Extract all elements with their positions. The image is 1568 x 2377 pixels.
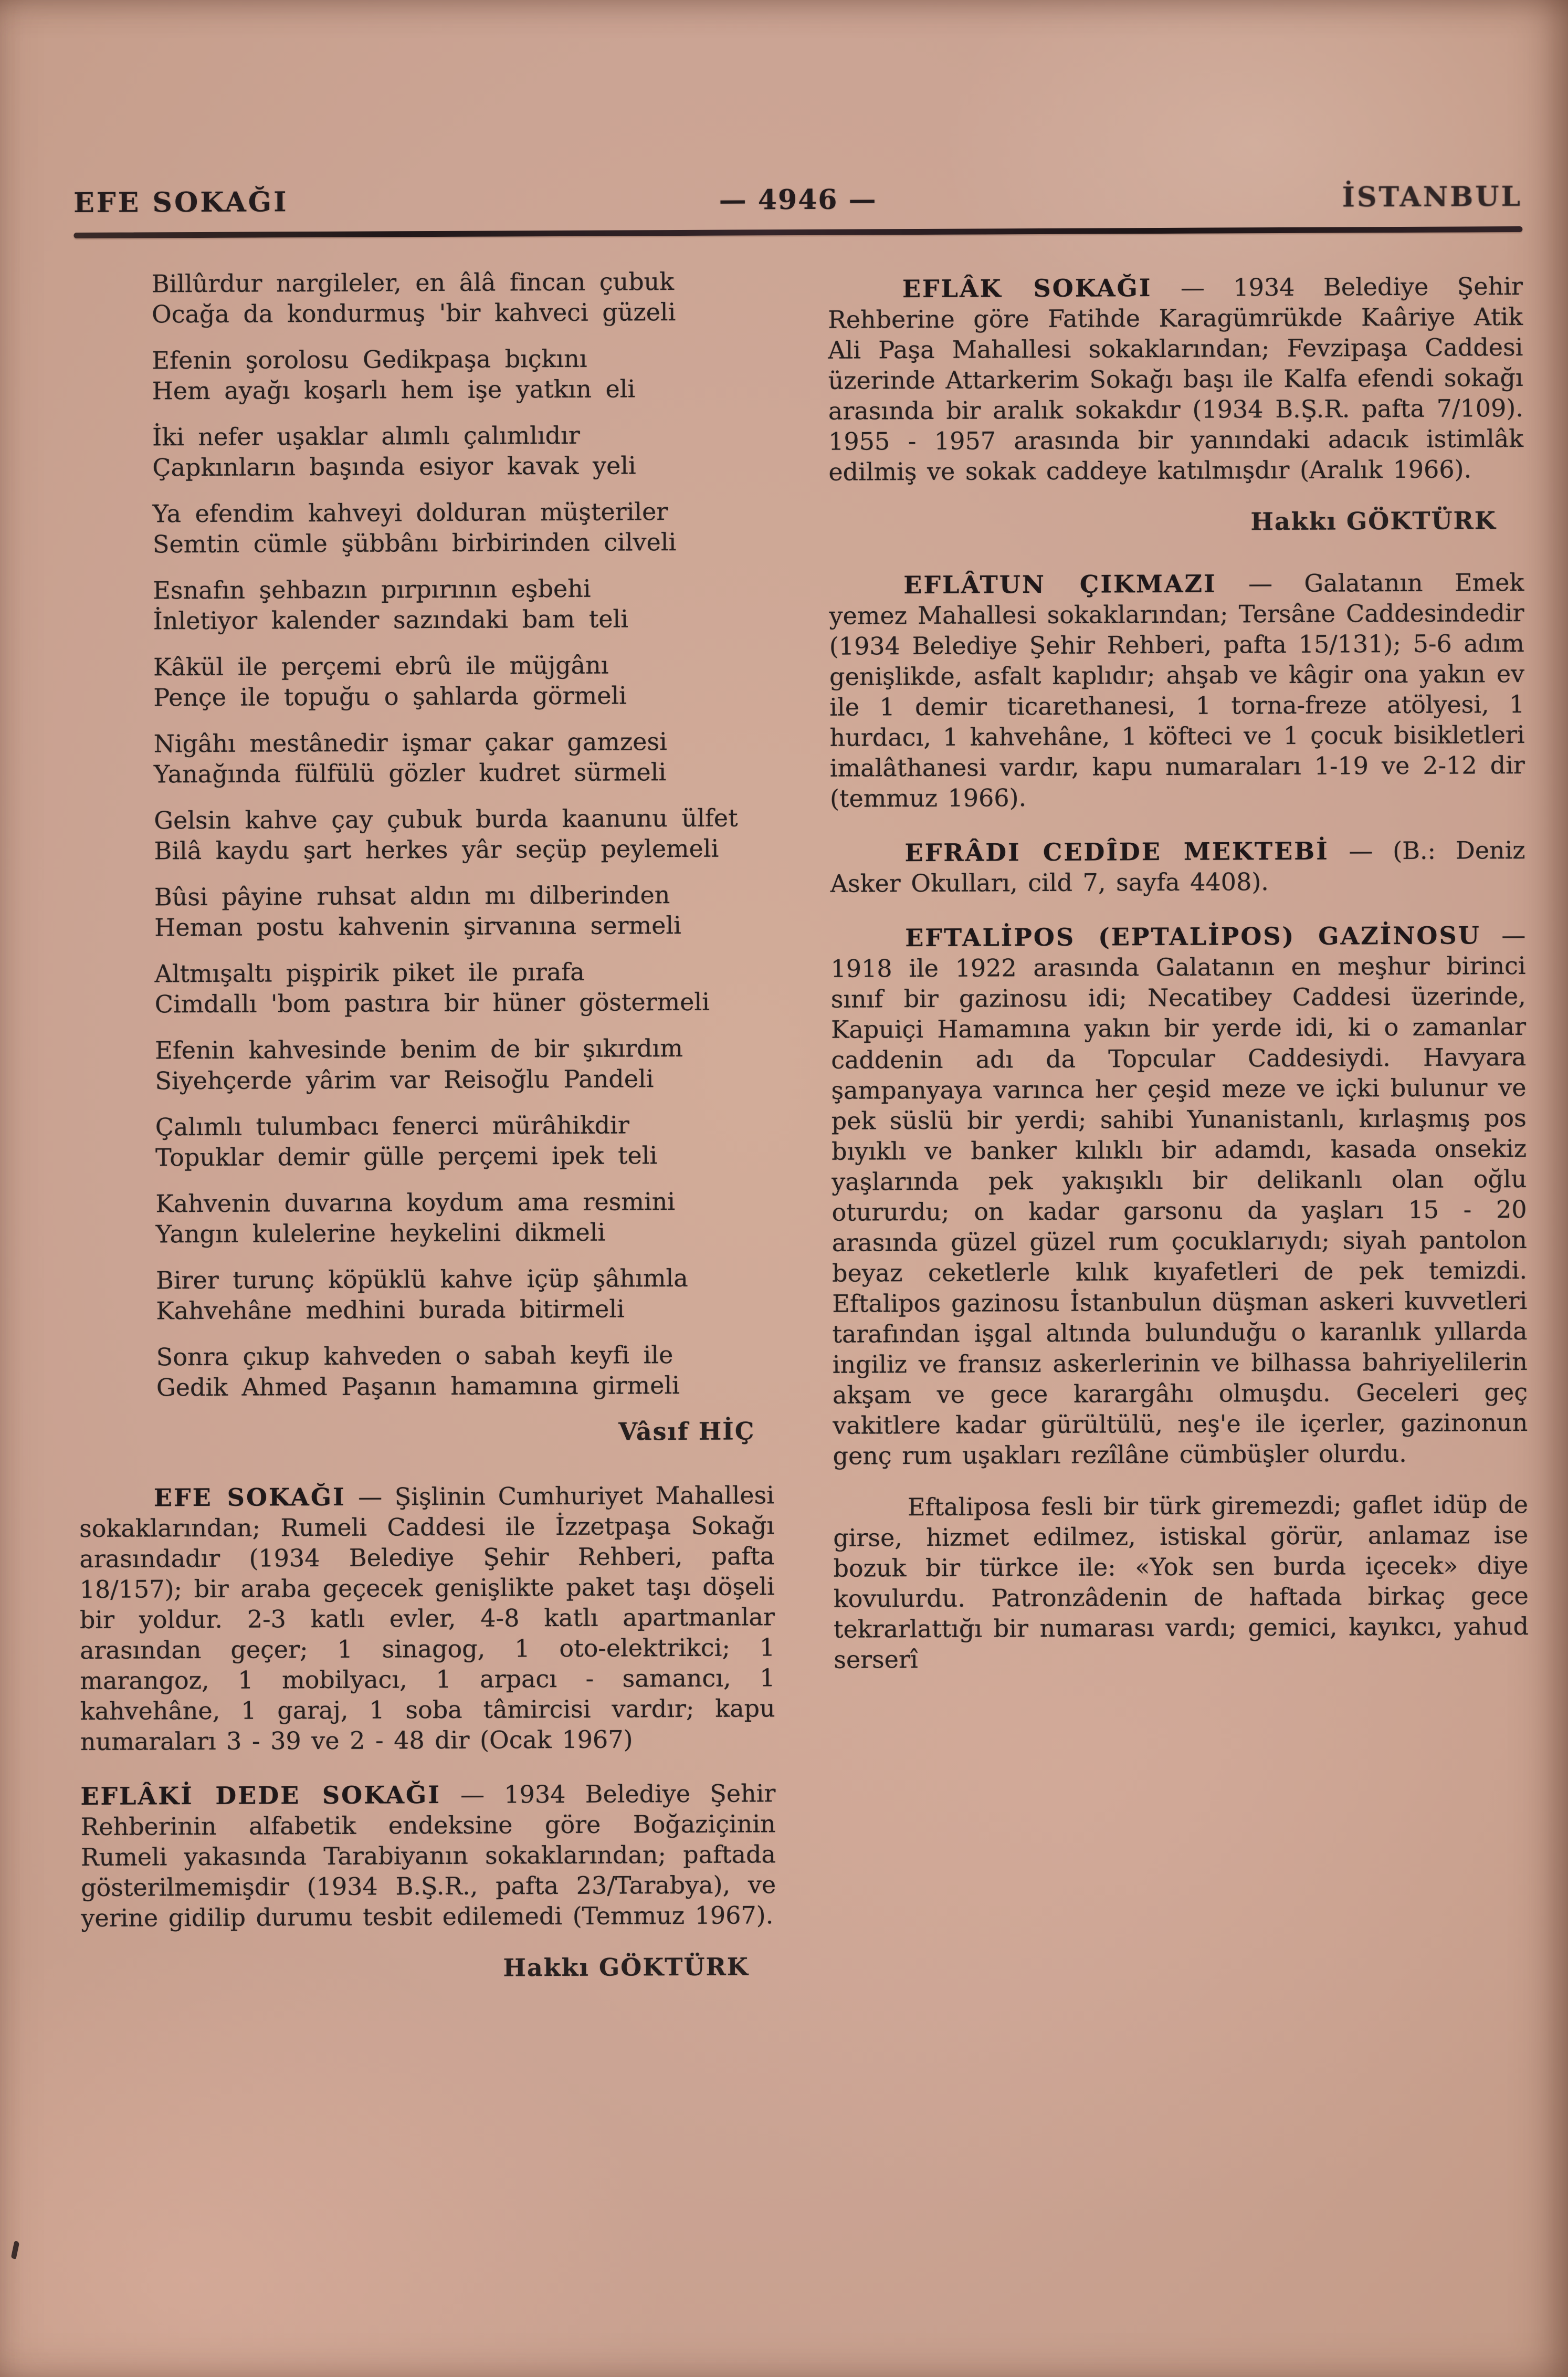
- poem-line: Bûsi pâyine ruhsat aldın mı dilberinden: [154, 881, 670, 912]
- poem-line: Gedik Ahmed Paşanın hamamına girmeli: [156, 1371, 680, 1402]
- poem-couplet: [152, 342, 769, 406]
- poem-line: Pençe ile topuğu o şahlarda görmeli: [153, 681, 627, 712]
- poem-line: İki nefer uşaklar alımlı çalımlıdır: [152, 421, 580, 452]
- article-eflatun-cikmazi: [829, 567, 1525, 814]
- article-body: — Galatanın Emek yemez Mahallesi sokaklarından; Tersâne Caddesindedir (1934 Belediye Şehir Rehberi, pafta 15/131); 5-6 adım genişlikde, asfalt kaplıdır; ahşab ve kâgir ona yakın ev ile 1 demir ticarethanesi, 1 torna-freze atölyesi, 1 hurdacı, 1 kahvehâne, 1 köfteci ve 1 çocuk bisikletleri imalâthanesi vardır, kapu numaraları 1-19 ve 2-12 dir (temmuz 1966).: [829, 568, 1525, 813]
- poem-line: Heman postu kahvenin şirvanına sermeli: [154, 910, 681, 942]
- poem-author-signature: Vâsıf HİÇ: [618, 1417, 755, 1446]
- poem-line: Sonra çıkup kahveden o sabah keyfi ile: [156, 1341, 673, 1371]
- article-eflak-sokagi: [828, 271, 1524, 487]
- entry-title-eflak-sokagi: EFLÂK SOKAĞI: [902, 274, 1152, 303]
- poem-line: Semtin cümle şübbânı birbirinden cilveli: [152, 528, 677, 559]
- poem-couplet: [156, 1262, 773, 1326]
- poem-couplet: [153, 649, 771, 713]
- entry-title-eflatun-cikmazi: EFLÂTUN ÇIKMAZI: [903, 569, 1217, 600]
- poem-line: Yanağında fülfülü gözler kudret sürmeli: [153, 758, 667, 789]
- author-signature: Hakkı GÖKTÜRK: [503, 1952, 749, 1982]
- poem-line: Kahvehâne medhini burada bitirmeli: [156, 1294, 625, 1325]
- poem-line: Esnafın şehbazın pırpırının eşbehi: [153, 574, 591, 605]
- article-efe-sokagi: [79, 1480, 775, 1757]
- poem-line: İnletiyor kalender sazındaki bam teli: [153, 604, 629, 635]
- page-number: — 4946 —: [719, 183, 877, 216]
- poem-line: Efenin şorolosu Gedikpaşa bıçkını: [152, 344, 587, 375]
- poem-line: Kahvenin duvarına koydum ama resmini: [155, 1187, 676, 1218]
- page-content: [73, 181, 1530, 2016]
- article-body: — Şişlinin Cumhuriyet Mahallesi sokaklarından; Rumeli Caddesi ile İzzetpaşa Sokağı arasındadır (1934 Belediye Şehir Rehberi, pafta 18/157); bir araba geçecek genişlikte paket taşı döşeli bir yoldur. 2-3 katlı evler, 4-8 katlı apartmanlar arasından geçer; 1 sinagog, 1 oto-elektrikci; 1 marangoz, 1 mobilyacı, 1 arpacı - samancı, 1 kahvehâne, 1 garaj, 1 soba tâmircisi vardır; kapu numaraları 3 - 39 ve 2 - 48 dir (Ocak 1967): [79, 1481, 775, 1756]
- poem-line: Hem ayağı koşarlı hem işe yatkın eli: [152, 374, 636, 405]
- text-columns: [74, 263, 1530, 2016]
- poem-couplet: [155, 1032, 772, 1096]
- article-body: — (B.: Deniz Asker Okulları, cild 7, sayfa 4408).: [830, 835, 1525, 898]
- poem-couplet: [154, 802, 771, 866]
- poem-line: Kâkül ile perçemi ebrû ile müjgânı: [153, 651, 609, 682]
- poem-line: Topuklar demir gülle perçemi ipek teli: [155, 1141, 658, 1172]
- poem-line: Ya efendim kahveyi dolduran müşteriler: [152, 497, 668, 528]
- poem-couplet: [152, 419, 770, 483]
- poem-line: Altmışaltı pişpirik piket ile pırafa: [154, 957, 585, 988]
- poem-line: Siyehçerde yârim var Reisoğlu Pandeli: [155, 1064, 654, 1095]
- poem-efe-kahvesi: [74, 266, 774, 1403]
- entry-title-efradi-cedide-mektebi: EFRÂDI CEDÎDE MEKTEBİ: [904, 836, 1329, 867]
- article-efradi-cedide-mektebi: [830, 835, 1525, 899]
- article-eftalipos-paragraph-2: [833, 1489, 1529, 1675]
- poem-line: Cimdallı 'bom pastıra bir hüner göstermeli: [154, 987, 710, 1019]
- article-eflaki-dede-sokagi: [80, 1778, 776, 1933]
- poem-couplet: [154, 726, 771, 789]
- poem-line: Ocağa da kondurmuş 'bir kahveci güzeli: [151, 298, 676, 329]
- poem-couplet: [155, 1186, 773, 1249]
- running-head: [73, 181, 1522, 219]
- poem-couplet: [155, 1109, 773, 1172]
- article-body: — 1934 Belediye Şehir Rehberine göre Fatihde Karagümrükde Kaâriye Atik Ali Paşa Mahallesi sokaklarından; Fevzipaşa Caddesi üzerinde Attarkerim Sokağı başı ile Kalfa efendi sokağı arasında bir aralık sokakdır (1934 B.Ş.R. pafta 7/109). 1955 - 1957 arasında bir yanındaki adacık istimlâk edilmiş ve sokak caddeye katılmışdır (Aralık 1966).: [828, 271, 1524, 486]
- poem-line: Bilâ kaydu şart herkes yâr seçüp peylemeli: [154, 834, 719, 865]
- running-head-right: İSTANBUL: [1342, 180, 1523, 214]
- poem-line: Gelsin kahve çay çubuk burda kaanunu ülfet: [154, 803, 738, 835]
- poem-line: Billûrdur nargileler, en âlâ fincan çubuk: [151, 267, 675, 298]
- article-body: — 1934 Belediye Şehir Rehberinin alfabetik endeksine göre Boğaziçinin Rumeli yakasında Tarabiyanın sokaklarından; paftada gösterilmemişdir (1934 B.Ş.R., pafta 23/Tarabya), ve yerine gidilip durumu tesbit edilemedi (Temmuz 1967).: [80, 1779, 776, 1932]
- poem-couplet: [153, 496, 770, 559]
- poem-couplet: [153, 572, 770, 636]
- article-body: — 1918 ile 1922 arasında Galatanın en meşhur birinci sınıf bir gazinosu idi; Necatibey Caddesi üzerinde, Kapuiçi Hamamına yakın bir yerde idi, ki o zamanlar caddenin adı da Topcular Caddesiydi. Havyara şampanyaya varınca her çeşid meze ve içki bulunur ve pek süslü bir yerdi; sahibi Yunanistanlı, kırlaşmış pos bıyıklı ve banker kılıklı bir adamdı, kasada onsekiz yaşlarında pek yakışıklı bir delikanlı olan oğlu otururdu; on kadar garsonu da yaşları 15 - 20 arasında güzel güzel rum çocuklarıydı; siyah pantolon beyaz ceketlerle kılık kıyafetleri de pek temizdi. Eftalipos gazinosu İstanbulun düşman askeri kuvvetleri tarafından işgal altında bulunduğu o karanlık yıllarda ingiliz ve fransız askerlerinin ve bilhassa bahriyelilerin akşam ve gece karargâhı olmuşdu. Geceleri geç vakitlere kadar gürültülü, neş'e ile içerler, gazinonun genç rum uşakları rezîlâne cümbüşler olurdu.: [830, 920, 1528, 1470]
- poem-line: Yangın kulelerine heykelini dikmeli: [155, 1218, 606, 1249]
- right-column: [828, 263, 1531, 2013]
- entry-title-eflaki-dede-sokagi: EFLÂKİ DEDE SOKAĞI: [80, 1780, 441, 1810]
- entry-title-eftalipos-gazinosu: EFTALİPOS (EPTALİPOS) GAZİNOSU: [905, 921, 1481, 952]
- poem-line: Çalımlı tulumbacı fenerci mürâhikdir: [155, 1111, 629, 1142]
- poem-couplet: [156, 1339, 774, 1402]
- article-body: Eftaliposa fesli bir türk giremezdi; gaflet idüp de girse, hizmet edilmez, istiskal görür, anlamaz ise bozuk bir türkce ile: «Yok sen burda içecek» diye kovulurdu. Patronzâdenin de haftada birkaç gece tekrarlattığı bir numarası vardı; gemici, kayıkcı, yahud serserî: [833, 1490, 1529, 1674]
- poem-line: Nigâhı mestânedir işmar çakar gamzesi: [153, 727, 667, 758]
- author-signature: Hakkı GÖKTÜRK: [1250, 506, 1497, 536]
- poem-couplet: [154, 879, 772, 943]
- poem-line: Birer turunç köpüklü kahve içüp şâhımla: [155, 1263, 688, 1295]
- poem-line: Efenin kahvesinde benim de bir şıkırdım: [155, 1033, 683, 1065]
- poem-line: Çapkınların başında esiyor kavak yeli: [152, 451, 636, 482]
- running-head-left: EFE SOKAĞI: [73, 186, 289, 219]
- poem-couplet: [152, 266, 769, 329]
- article-eftalipos-gazinosu: [830, 920, 1528, 1471]
- poem-couplet: [154, 956, 772, 1019]
- header-rule: [73, 226, 1522, 238]
- stray-ink-mark: [11, 2240, 20, 2259]
- entry-title-efe-sokagi: EFE SOKAĞI: [153, 1482, 346, 1512]
- left-column: [74, 266, 777, 2016]
